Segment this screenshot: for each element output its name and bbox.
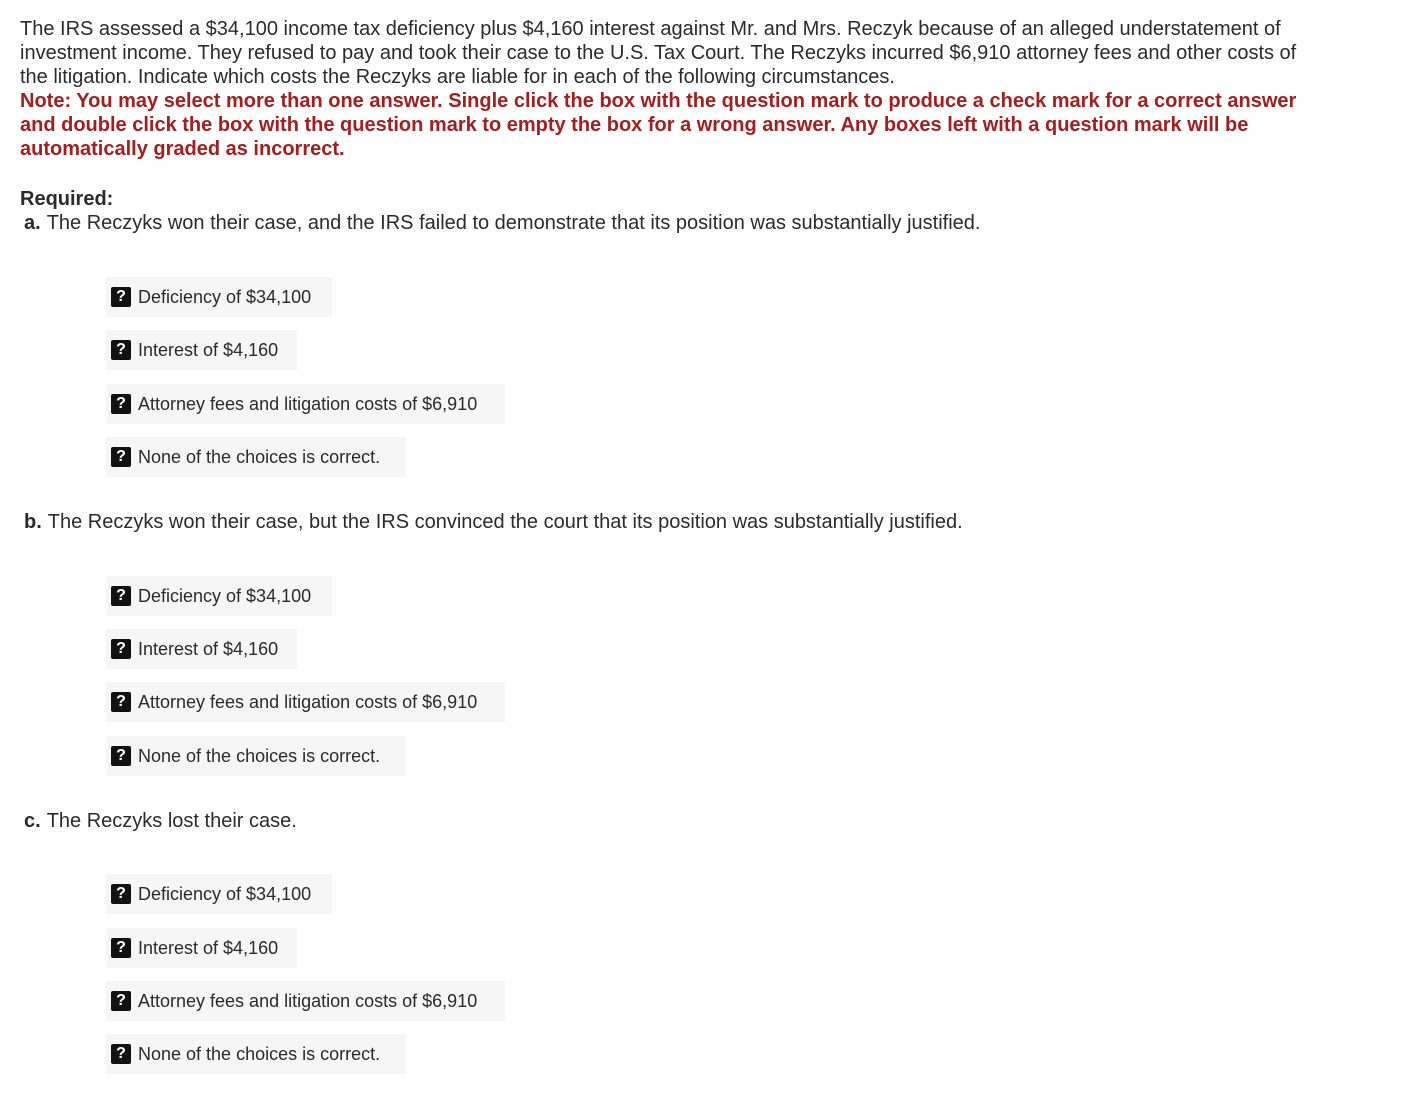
question-mark-box-icon[interactable]: ? <box>111 394 131 414</box>
question-mark-box-icon[interactable]: ? <box>111 884 131 904</box>
option-label: Interest of $4,160 <box>138 937 279 958</box>
part-c-option-interest[interactable] <box>106 928 297 968</box>
part-a-option-none[interactable] <box>106 437 406 477</box>
part-a-option-interest[interactable] <box>106 330 297 370</box>
option-label: Deficiency of $34,100 <box>138 286 312 307</box>
part-b-option-none[interactable] <box>106 736 406 776</box>
part-c-prompt <box>24 809 297 833</box>
option-label: Interest of $4,160 <box>138 339 279 360</box>
question-text <box>20 17 1310 161</box>
option-label: None of the choices is correct. <box>138 745 381 766</box>
part-a-option-attorney-fees[interactable] <box>106 384 505 424</box>
question-mark-box-icon[interactable]: ? <box>111 447 131 467</box>
option-label: None of the choices is correct. <box>138 446 381 467</box>
question-mark-box-icon[interactable]: ? <box>111 287 131 307</box>
part-b-prompt <box>24 510 963 534</box>
part-a-prompt <box>24 211 981 235</box>
part-c-option-deficiency[interactable] <box>106 874 332 914</box>
question-mark-box-icon[interactable]: ? <box>111 692 131 712</box>
part-c-text: The Reczyks lost their case. <box>46 810 297 832</box>
part-c-option-none[interactable] <box>106 1034 406 1074</box>
option-label: Attorney fees and litigation costs of $6,910 <box>138 990 478 1011</box>
question-mark-box-icon[interactable]: ? <box>111 938 131 958</box>
question-mark-box-icon[interactable]: ? <box>111 639 131 659</box>
option-label: Interest of $4,160 <box>138 638 279 659</box>
part-c-option-attorney-fees[interactable] <box>106 981 505 1021</box>
question-mark-box-icon[interactable]: ? <box>111 1044 131 1064</box>
part-a-letter: a. <box>24 212 41 234</box>
part-b-text: The Reczyks won their case, but the IRS convinced the court that its position was substantially justified. <box>47 511 963 533</box>
option-label: Attorney fees and litigation costs of $6,910 <box>138 393 478 414</box>
question-body: The IRS assessed a $34,100 income tax deficiency plus $4,160 interest against Mr. and Mrs. Reczyk because of an alleged understatement of investment income. They refused to pay and took their case to the U.S. Tax Court. The Reczyks incurred $6,910 attorney fees and other costs of the litigation. Indicate which costs the Reczyks are liable for in each of the following circumstances. <box>20 18 1297 88</box>
part-b-option-interest[interactable] <box>106 629 297 669</box>
part-b-option-deficiency[interactable] <box>106 576 332 616</box>
option-label: Deficiency of $34,100 <box>138 585 312 606</box>
question-mark-box-icon[interactable]: ? <box>111 991 131 1011</box>
question-mark-box-icon[interactable]: ? <box>111 586 131 606</box>
part-b-letter: b. <box>24 511 42 533</box>
question-mark-box-icon[interactable]: ? <box>111 340 131 360</box>
option-label: None of the choices is correct. <box>138 1043 381 1064</box>
part-c-letter: c. <box>24 810 41 832</box>
part-a-option-deficiency[interactable] <box>106 277 332 317</box>
part-b-option-attorney-fees[interactable] <box>106 682 505 722</box>
required-label: Required: <box>20 188 114 210</box>
question-mark-box-icon[interactable]: ? <box>111 746 131 766</box>
option-label: Attorney fees and litigation costs of $6,910 <box>138 691 478 712</box>
option-label: Deficiency of $34,100 <box>138 883 312 904</box>
part-a-text: The Reczyks won their case, and the IRS failed to demonstrate that its position was substantially justified. <box>46 212 981 234</box>
instruction-note: Note: You may select more than one answer. Single click the box with the question mark to produce a check mark for a correct answer and double click the box with the question mark to empty the box for a wrong answer. Any boxes left with a question mark will be automatically graded as incorrect. <box>20 90 1297 160</box>
